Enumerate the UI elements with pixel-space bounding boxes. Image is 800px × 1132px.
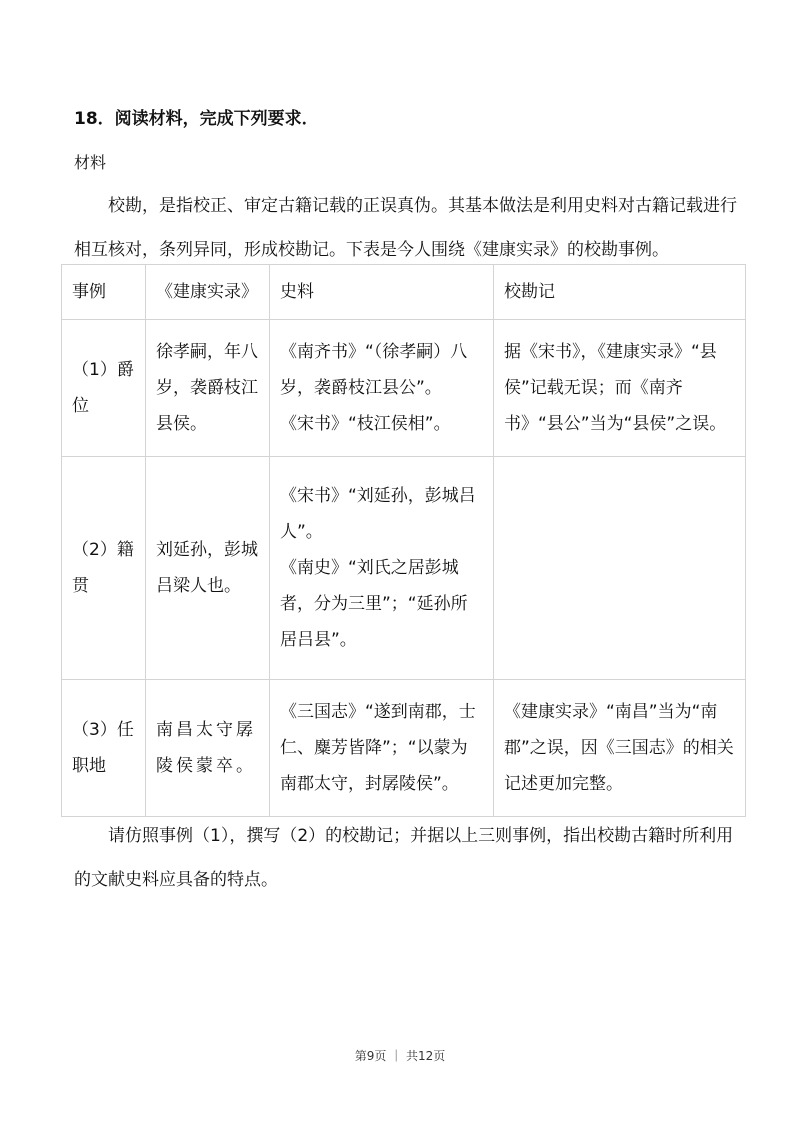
collation-table <box>61 264 746 817</box>
intro-paragraph: 校勘，是指校正、审定古籍记载的正误真伪。其基本做法是利用史料对古籍记载进行相互核对，条列异同，形成校勘记。下表是今人围绕《建康实录》的校勘事例。 <box>74 196 737 260</box>
cell-jiankang: 刘延孙，彭城吕梁人也。 <box>146 457 270 680</box>
cell-sources <box>270 457 494 680</box>
table-row <box>62 680 746 817</box>
table-header-row <box>62 265 746 320</box>
question-prompt: 请仿照事例（1），撰写（2）的校勘记；并据以上三则事例，指出校勘古籍时所利用的文献史料应具备的特点。 <box>74 826 734 890</box>
source-line: 《宋书》“刘延孙，彭城吕人”。 <box>280 486 476 542</box>
cell-jiankang: 南昌太守孱陵侯蒙卒。 <box>146 680 270 817</box>
page-footer: 第9页 ｜ 共12页 <box>354 1049 446 1063</box>
source-line: 《南齐书》“（徐孝嗣）八岁，袭爵枝江县公”。 <box>280 342 468 398</box>
material-label: 材料 <box>74 153 107 172</box>
cell-sources <box>270 680 494 817</box>
cell-sources <box>270 320 494 457</box>
source-line: 《南史》“刘氏之居彭城者，分为三里”；“延孙所居吕县”。 <box>280 558 468 650</box>
source-line: 《宋书》“枝江侯相”。 <box>280 414 451 434</box>
question-title: 18．阅读材料，完成下列要求． <box>74 109 319 129</box>
cell-note: 据《宋书》，《建康实录》“县侯”记载无误；而《南齐书》“县公”当为“县侯”之误。 <box>494 320 746 457</box>
header-sources: 史料 <box>270 265 494 320</box>
header-note: 校勘记 <box>494 265 746 320</box>
cell-case: （1）爵位 <box>62 320 146 457</box>
table-row <box>62 457 746 680</box>
cell-note-empty[interactable] <box>494 457 746 680</box>
cell-note: 《建康实录》“南昌”当为“南郡”之误，因《三国志》的相关记述更加完整。 <box>494 680 746 817</box>
header-case: 事例 <box>62 265 146 320</box>
cell-case: （3）任职地 <box>62 680 146 817</box>
cell-case: （2）籍贯 <box>62 457 146 680</box>
source-line: 《三国志》“遂到南郡，士仁、麋芳皆降”；“以蒙为南郡太守，封孱陵侯”。 <box>280 702 476 794</box>
header-jiankang: 《建康实录》 <box>146 265 270 320</box>
cell-jiankang: 徐孝嗣，年八岁，袭爵枝江县侯。 <box>146 320 270 457</box>
table-row <box>62 320 746 457</box>
